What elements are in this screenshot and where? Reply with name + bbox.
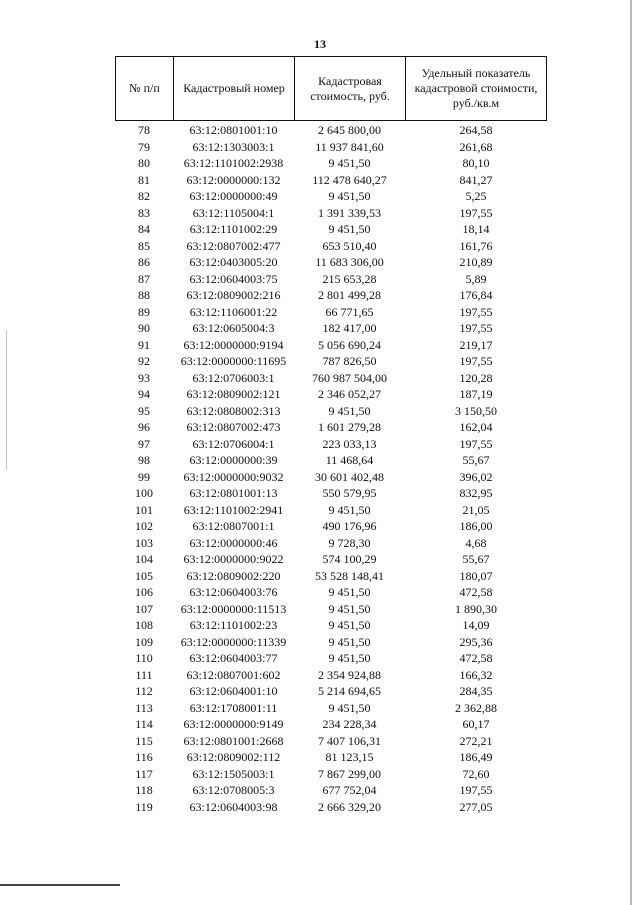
row-number: 98 — [138, 453, 150, 467]
table-row — [115, 799, 547, 816]
row-cadastral-value: 5 214 694,65 — [318, 684, 381, 698]
table-row — [115, 172, 547, 189]
row-cadastral-value: 787 826,50 — [322, 354, 377, 368]
header-number: № п/п — [116, 57, 174, 120]
table-row — [115, 551, 547, 568]
row-cadastral-value: 9 451,50 — [328, 222, 371, 236]
row-cadastral-number: 63:12:0801001:13 — [189, 486, 278, 500]
row-cadastral-value: 9 451,50 — [328, 585, 371, 599]
row-number: 100 — [135, 486, 153, 500]
row-cadastral-number: 63:12:0403005:20 — [189, 255, 278, 269]
table-row — [115, 782, 547, 799]
row-specific-value: 197,55 — [459, 321, 493, 335]
row-number: 96 — [138, 420, 150, 434]
row-cadastral-value: 9 451,50 — [328, 403, 371, 418]
row-specific-value: 21,05 — [462, 502, 490, 517]
header-specific-value: Удельный показатель кадастровой стоимости, руб./кв.м — [414, 66, 538, 110]
table-row — [115, 188, 547, 205]
row-number: 112 — [135, 684, 153, 698]
row-specific-value: 176,84 — [459, 288, 493, 302]
row-cadastral-number: 63:12:0000000:46 — [189, 535, 278, 550]
row-cadastral-number: 63:12:0809002:216 — [186, 288, 281, 302]
row-specific-value: 210,89 — [459, 255, 493, 269]
row-number: 99 — [138, 469, 150, 484]
row-number: 82 — [138, 189, 150, 203]
row-number: 103 — [135, 535, 153, 550]
row-specific-value: 18,14 — [462, 222, 490, 236]
row-cadastral-number: 63:12:0801001:10 — [189, 123, 278, 137]
row-cadastral-value: 66 771,65 — [325, 304, 374, 319]
row-cadastral-number: 63:12:0706004:1 — [192, 436, 275, 451]
row-cadastral-number: 63:12:1505003:1 — [192, 766, 275, 781]
row-cadastral-number: 63:12:0000000:9032 — [183, 469, 284, 484]
row-cadastral-number: 63:12:0807002:473 — [186, 420, 281, 434]
row-number: 105 — [135, 568, 153, 583]
row-cadastral-number: 63:12:0604003:77 — [189, 651, 278, 665]
row-specific-value: 197,55 — [459, 436, 493, 451]
row-cadastral-value: 223 033,13 — [322, 436, 377, 451]
row-cadastral-number: 63:12:0000000:9022 — [183, 552, 284, 566]
row-number: 78 — [138, 123, 150, 137]
table-row — [115, 518, 547, 535]
table-row — [115, 271, 547, 288]
row-number: 116 — [135, 750, 153, 764]
table-row — [115, 617, 547, 634]
table-row — [115, 601, 547, 618]
table-row — [115, 485, 547, 502]
row-specific-value: 180,07 — [459, 568, 493, 583]
row-number: 111 — [135, 667, 153, 682]
row-number: 101 — [135, 502, 153, 517]
row-cadastral-value: 9 451,50 — [328, 502, 371, 517]
row-specific-value: 186,49 — [459, 750, 493, 764]
row-cadastral-value: 215 653,28 — [322, 271, 377, 286]
row-cadastral-value: 53 528 148,41 — [315, 568, 384, 583]
row-cadastral-number: 63:12:0605004:3 — [192, 321, 275, 335]
table-row — [115, 155, 547, 172]
row-specific-value: 55,67 — [462, 552, 490, 566]
row-cadastral-number: 63:12:0000000:11695 — [180, 354, 287, 368]
row-specific-value: 197,55 — [459, 354, 493, 368]
row-cadastral-value: 2 354 924,88 — [318, 667, 381, 682]
table-row — [115, 650, 547, 667]
table-row — [115, 436, 547, 453]
table-row — [115, 122, 547, 139]
row-cadastral-number: 63:12:0000000:132 — [186, 172, 281, 187]
row-cadastral-number: 63:12:1106001:22 — [189, 304, 278, 319]
row-cadastral-number: 63:12:0807001:1 — [192, 519, 275, 533]
row-cadastral-value: 5 056 690,24 — [318, 337, 381, 352]
table-row — [115, 205, 547, 222]
row-specific-value: 295,36 — [459, 634, 493, 649]
row-cadastral-value: 1 391 339,53 — [318, 205, 381, 220]
row-number: 110 — [135, 651, 153, 665]
row-cadastral-value: 30 601 402,48 — [315, 469, 384, 484]
row-cadastral-value: 9 451,50 — [328, 634, 371, 649]
row-specific-value: 277,05 — [459, 799, 493, 814]
row-number: 97 — [138, 436, 150, 451]
row-cadastral-value: 9 451,50 — [328, 601, 371, 616]
row-cadastral-number: 63:12:0604003:98 — [189, 799, 278, 814]
row-specific-value: 472,58 — [459, 585, 493, 599]
row-number: 83 — [138, 205, 150, 220]
table-row — [115, 386, 547, 403]
row-specific-value: 55,67 — [462, 453, 490, 467]
table-row — [115, 238, 547, 255]
table-row — [115, 584, 547, 601]
row-cadastral-number: 63:12:0807002:477 — [186, 238, 281, 253]
row-number: 109 — [135, 634, 153, 649]
row-cadastral-number: 63:12:1105004:1 — [192, 205, 275, 220]
row-specific-value: 80,10 — [462, 156, 490, 170]
row-number: 84 — [138, 222, 150, 236]
row-number: 93 — [138, 370, 150, 385]
row-cadastral-number: 63:12:1101002:2941 — [183, 502, 284, 517]
row-number: 89 — [138, 304, 150, 319]
row-specific-value: 197,55 — [459, 783, 493, 797]
table-row — [115, 634, 547, 651]
row-cadastral-number: 63:12:1101002:23 — [189, 618, 278, 632]
row-cadastral-value: 11 937 841,60 — [315, 139, 384, 154]
row-number: 81 — [138, 172, 150, 187]
row-specific-value: 264,58 — [459, 123, 493, 137]
row-cadastral-value: 490 176,96 — [322, 519, 377, 533]
page-number: 13 — [314, 37, 326, 51]
table-row — [115, 370, 547, 387]
row-specific-value: 5,89 — [465, 271, 487, 286]
row-specific-value: 197,55 — [459, 304, 493, 319]
row-specific-value: 186,00 — [459, 519, 493, 533]
row-specific-value: 60,17 — [462, 717, 490, 731]
table-row — [115, 700, 547, 717]
row-cadastral-value: 9 451,50 — [328, 651, 371, 665]
row-number: 90 — [138, 321, 150, 335]
row-cadastral-value: 81 123,15 — [325, 750, 374, 764]
table-row — [115, 535, 547, 552]
table-row — [115, 452, 547, 469]
row-number: 107 — [135, 601, 153, 616]
row-cadastral-number: 63:12:0604001:10 — [189, 684, 278, 698]
row-cadastral-value: 11 468,64 — [325, 453, 374, 467]
table-row — [115, 568, 547, 585]
row-cadastral-value: 182 417,00 — [322, 321, 377, 335]
row-cadastral-number: 63:12:1708001:11 — [189, 700, 278, 715]
row-number: 79 — [138, 139, 150, 154]
row-cadastral-value: 2 666 329,20 — [318, 799, 381, 814]
row-number: 95 — [138, 403, 150, 418]
row-cadastral-value: 7 407 106,31 — [318, 733, 381, 748]
row-specific-value: 72,60 — [462, 766, 490, 781]
table-row — [115, 403, 547, 420]
row-cadastral-number: 63:12:0807001:602 — [186, 667, 281, 682]
row-number: 80 — [138, 156, 150, 170]
table-body — [115, 122, 547, 815]
row-specific-value: 1 890,30 — [455, 601, 497, 616]
row-number: 113 — [135, 700, 153, 715]
table-row — [115, 320, 547, 337]
row-cadastral-value: 2 346 052,27 — [318, 387, 381, 401]
row-number: 106 — [135, 585, 153, 599]
row-specific-value: 14,09 — [462, 618, 490, 632]
row-number: 119 — [135, 799, 153, 814]
row-cadastral-value: 234 228,34 — [322, 717, 377, 731]
row-number: 108 — [135, 618, 153, 632]
header-cadastral-number: Кадастровый номер — [174, 57, 295, 120]
row-specific-value: 396,02 — [459, 469, 493, 484]
row-cadastral-value: 2 645 800,00 — [318, 123, 381, 137]
row-cadastral-number: 63:12:0706003:1 — [192, 370, 275, 385]
table-row — [115, 304, 547, 321]
row-cadastral-value: 112 478 640,27 — [312, 172, 387, 187]
row-cadastral-number: 63:12:1101002:2938 — [183, 156, 284, 170]
row-number: 87 — [138, 271, 150, 286]
row-cadastral-number: 63:12:0000000:11513 — [180, 601, 287, 616]
row-specific-value: 3 150,50 — [455, 403, 497, 418]
row-cadastral-number: 63:12:0000000:39 — [189, 453, 278, 467]
scan-edge — [630, 0, 632, 905]
row-cadastral-value: 1 601 279,28 — [318, 420, 381, 434]
table-row — [115, 287, 547, 304]
row-cadastral-number: 63:12:0000000:9149 — [183, 717, 284, 731]
row-cadastral-value: 7 867 299,00 — [318, 766, 381, 781]
row-cadastral-number: 63:12:0708005:3 — [192, 783, 275, 797]
row-cadastral-value: 11 683 306,00 — [315, 255, 384, 269]
table-header — [115, 56, 547, 121]
row-cadastral-value: 574 100,29 — [322, 552, 377, 566]
row-number: 114 — [135, 717, 153, 731]
table-row — [115, 749, 547, 766]
row-specific-value: 832,95 — [459, 486, 493, 500]
row-specific-value: 4,68 — [465, 535, 487, 550]
row-number: 118 — [135, 783, 153, 797]
row-number: 86 — [138, 255, 150, 269]
row-cadastral-number: 63:12:0604003:75 — [189, 271, 278, 286]
row-number: 85 — [138, 238, 150, 253]
row-number: 104 — [135, 552, 153, 566]
table-row — [115, 221, 547, 238]
table-row — [115, 502, 547, 519]
header-cadastral-value: Кадастровая стоимость, руб. — [295, 57, 406, 120]
row-specific-value: 5,25 — [465, 189, 487, 203]
row-cadastral-value: 9 451,50 — [328, 156, 371, 170]
row-specific-value: 187,19 — [459, 387, 493, 401]
row-specific-value: 161,76 — [459, 238, 493, 253]
row-specific-value: 120,28 — [459, 370, 493, 385]
row-cadastral-value: 9 451,50 — [328, 189, 371, 203]
row-specific-value: 261,68 — [459, 139, 493, 154]
row-cadastral-number: 63:12:0604003:76 — [189, 585, 278, 599]
table-row — [115, 353, 547, 370]
row-cadastral-value: 760 987 504,00 — [312, 370, 387, 385]
table-row — [115, 766, 547, 783]
row-cadastral-number: 63:12:1303003:1 — [192, 139, 275, 154]
table-row — [115, 337, 547, 354]
row-specific-value: 219,17 — [459, 337, 493, 352]
row-number: 115 — [135, 733, 153, 748]
table-row — [115, 469, 547, 486]
row-specific-value: 166,32 — [459, 667, 493, 682]
row-cadastral-number: 63:12:0000000:11339 — [180, 634, 287, 649]
row-specific-value: 472,58 — [459, 651, 493, 665]
row-cadastral-value: 677 752,04 — [322, 783, 377, 797]
scan-margin-mark — [6, 330, 7, 470]
row-specific-value: 197,55 — [459, 205, 493, 220]
row-number: 91 — [138, 337, 150, 352]
row-specific-value: 2 362,88 — [455, 700, 497, 715]
table-row — [115, 733, 547, 750]
row-cadastral-number: 63:12:1101002:29 — [189, 222, 278, 236]
table-row — [115, 254, 547, 271]
row-cadastral-value: 550 579,95 — [322, 486, 377, 500]
row-specific-value: 162,04 — [459, 420, 493, 434]
row-cadastral-number: 63:12:0000000:9194 — [183, 337, 284, 352]
row-number: 88 — [138, 288, 150, 302]
row-number: 92 — [138, 354, 150, 368]
row-number: 94 — [138, 387, 150, 401]
table-row — [115, 139, 547, 156]
table-row — [115, 667, 547, 684]
footer-rule — [0, 884, 120, 886]
row-cadastral-value: 9 451,50 — [328, 618, 371, 632]
row-specific-value: 272,21 — [459, 733, 493, 748]
row-cadastral-number: 63:12:0808002:313 — [186, 403, 281, 418]
row-cadastral-value: 9 728,30 — [328, 535, 371, 550]
row-cadastral-number: 63:12:0809002:112 — [186, 750, 281, 764]
row-specific-value: 284,35 — [459, 684, 493, 698]
row-cadastral-number: 63:12:0809002:121 — [186, 387, 281, 401]
table-row — [115, 419, 547, 436]
row-number: 117 — [135, 766, 153, 781]
table-row — [115, 716, 547, 733]
row-cadastral-value: 2 801 499,28 — [318, 288, 381, 302]
row-cadastral-number: 63:12:0809002:220 — [186, 568, 281, 583]
row-cadastral-number: 63:12:0801001:2668 — [183, 733, 284, 748]
row-number: 102 — [135, 519, 153, 533]
row-cadastral-number: 63:12:0000000:49 — [189, 189, 278, 203]
row-cadastral-value: 9 451,50 — [328, 700, 371, 715]
row-cadastral-value: 653 510,40 — [322, 238, 377, 253]
row-specific-value: 841,27 — [459, 172, 493, 187]
table-row — [115, 683, 547, 700]
